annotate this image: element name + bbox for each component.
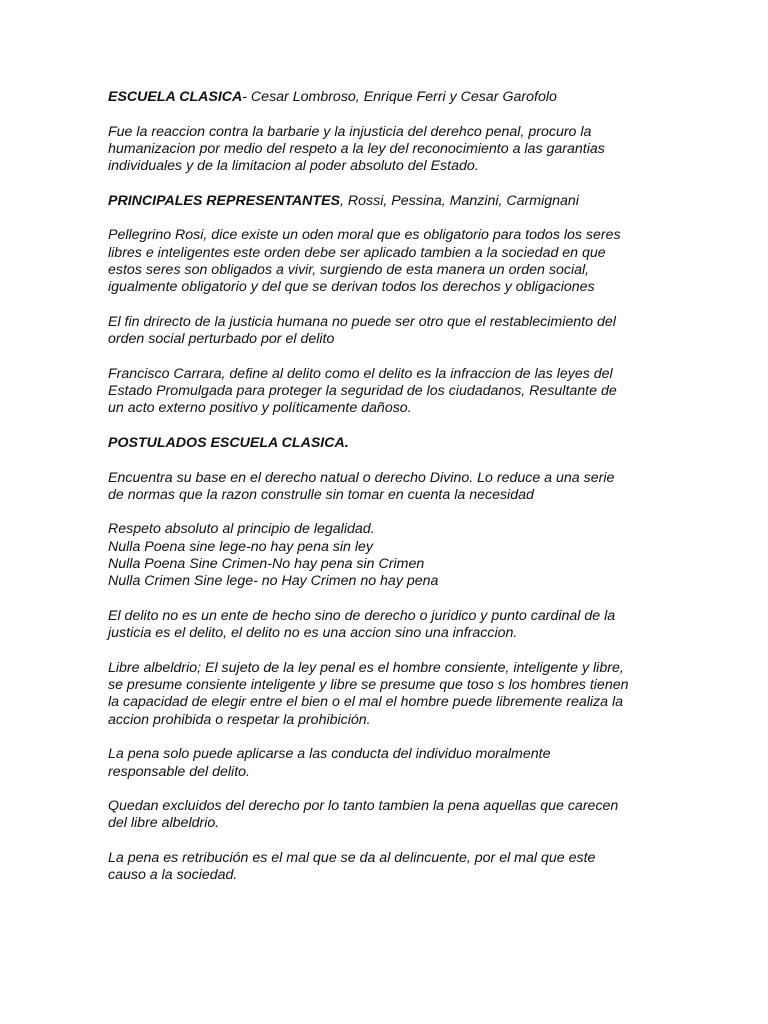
paragraph-fin-directo <box>108 314 668 349</box>
text-line: Libre albeldrio; El sujeto de la ley penal es el hombre consiente, inteligente y libre, <box>108 659 624 676</box>
paragraph-legalidad <box>108 521 668 590</box>
text-line: humanizacion por medio del respeto a la ley del reconocimiento a las garantias <box>108 140 605 157</box>
heading-bold-text: ESCUELA CLASICA <box>108 89 243 105</box>
text-line: justicia es el delito, el delito no es una accion sino una infraccion. <box>108 625 518 642</box>
text-line: causo a la sociedad. <box>108 867 238 884</box>
text-line: La pena es retribución es el mal que se da al delincuente, por el mal que este <box>108 850 596 867</box>
text-line: La pena solo puede aplicarse a las conducta del individuo moralmente <box>108 746 551 763</box>
text-line: igualmente obligatorio y del que se derivan todos los derechos y obligaciones <box>108 279 595 296</box>
text-line: Encuentra su base en el derecho natual o derecho Divino. Lo reduce a una serie <box>108 469 615 486</box>
text-line: se presume consiente inteligente y libre se presume que toso s los hombres tienen <box>108 677 629 694</box>
text-line: Fue la reaccion contra la barbarie y la injusticia del derehco penal, procuro la <box>108 123 592 140</box>
heading-principales-representantes <box>108 193 668 210</box>
paragraph-excluidos <box>108 798 668 833</box>
text-line: Quedan excluidos del derecho por lo tanto tambien la pena aquellas que carecen <box>108 798 619 815</box>
heading-postulados: POSTULADOS ESCUELA CLASICA. <box>108 434 349 451</box>
text-line: la capacidad de elegir entre el bien o el mal el hombre puede libremente realiza la <box>108 694 624 711</box>
text-line: orden social perturbado por el delito <box>108 331 335 348</box>
text-line: individuales y de la limitacion al poder absoluto del Estado. <box>108 158 479 175</box>
text-line: El fin drirecto de la justicia humana no puede ser otro que el restablecimiento del <box>108 313 616 330</box>
text-line: un acto externo positivo y políticamente dañoso. <box>108 400 412 417</box>
text-line: del libre albeldrio. <box>108 815 220 832</box>
text-line: Nulla Poena Sine Crimen-No hay pena sin Crimen <box>108 556 425 573</box>
text-line: Francisco Carrara, define al delito como el delito es la infraccion de las leyes del <box>108 365 613 382</box>
paragraph-libre-albedrio <box>108 660 668 729</box>
paragraph-francisco-carrara <box>108 366 668 418</box>
text-line: estos seres son obligados a vivir, surgiendo de esta manera un orden social, <box>108 261 590 278</box>
text-line: Pellegrino Rosi, dice existe un oden moral que es obligatorio para todos los seres <box>108 227 621 244</box>
heading-rest-text: - Cesar Lombroso, Enrique Ferri y Cesar Garofolo <box>242 89 557 105</box>
text-line: Nulla Poena sine lege-no hay pena sin ley <box>108 538 374 555</box>
paragraph-pena-conducta <box>108 746 668 781</box>
paragraph-pellegrino-rosi <box>108 227 668 296</box>
text-line: Respeto absoluto al principio de legalidad. <box>108 521 375 538</box>
text-line: Nulla Crimen Sine lege- no Hay Crimen no hay pena <box>108 573 439 590</box>
paragraph-retribucion <box>108 850 668 885</box>
paragraph-derecho-natural <box>108 470 668 505</box>
heading-rest-text: , Rossi, Pessina, Manzini, Carmignani <box>340 192 579 209</box>
text-line: responsable del delito. <box>108 763 250 780</box>
heading-escuela-clasica <box>108 89 668 106</box>
text-line: El delito no es un ente de hecho sino de derecho o juridico y punto cardinal de la <box>108 607 616 624</box>
document-page <box>108 89 668 902</box>
text-line: Estado Promulgada para proteger la seguridad de los ciudadanos, Resultante de <box>108 383 617 400</box>
paragraph-delito-ente <box>108 608 668 643</box>
text-line: de normas que la razon construlle sin tomar en cuenta la necesidad <box>108 486 534 503</box>
text-line: accion prohibida o respetar la prohibición. <box>108 711 371 728</box>
paragraph-reaccion <box>108 124 668 176</box>
text-line: libres e inteligentes este orden debe ser aplicado tambien a la sociedad en que <box>108 244 606 261</box>
heading-bold-text: PRINCIPALES REPRESENTANTES <box>108 192 341 209</box>
